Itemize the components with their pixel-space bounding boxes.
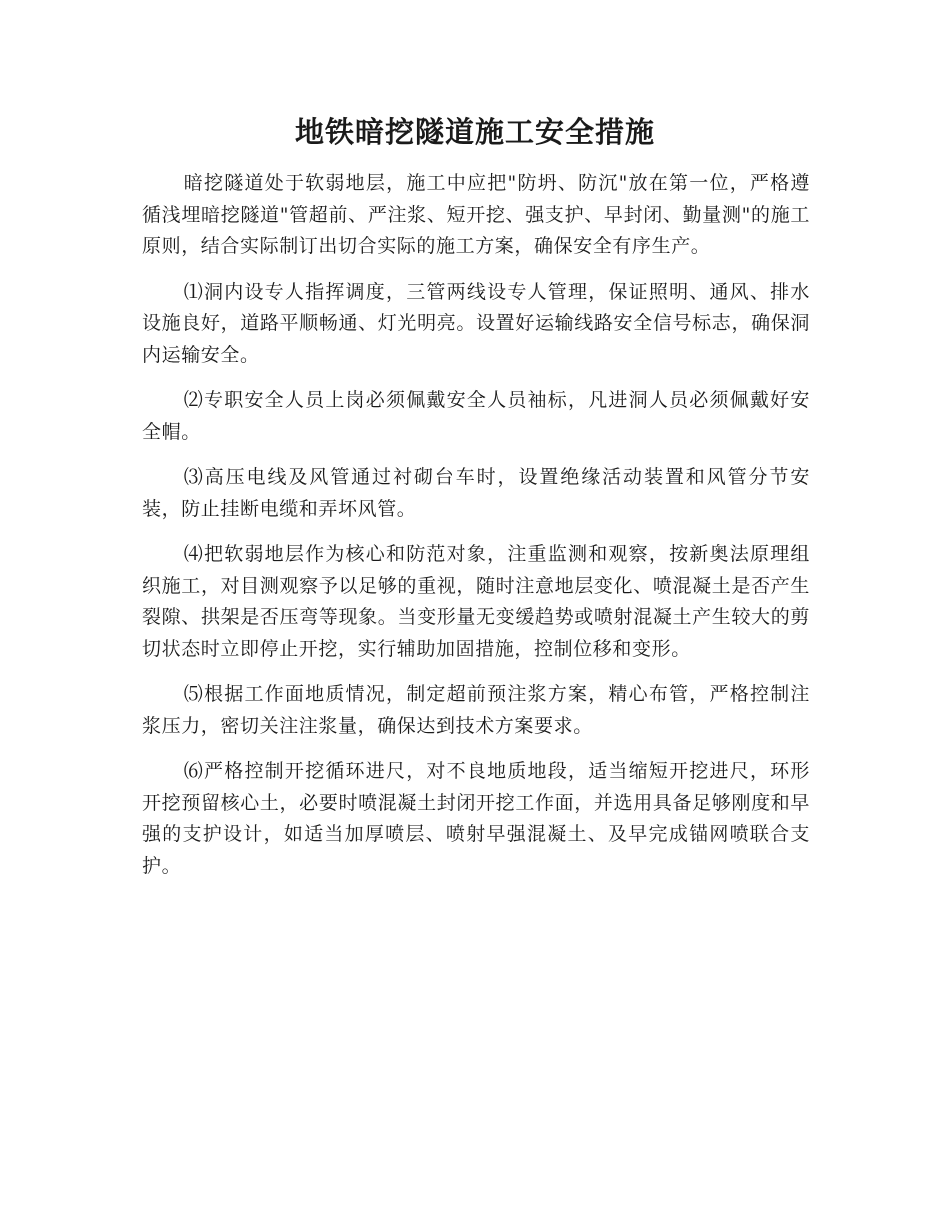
measure-6-paragraph: ⑹严格控制开挖循环进尺，对不良地质地段，适当缩短开挖进尺，环形开挖预留核心土，必要时喷混凝土封闭开挖工作面，并选用具备足够刚度和早强的支护设计，如适当加厚喷层、喷射早强混凝土、及早完成锚网喷联合支护。 (142, 760, 810, 877)
measure-1-paragraph: ⑴洞内设专人指挥调度，三管两线设专人管理，保证照明、通风、排水设施良好，道路平顺畅通、灯光明亮。设置好运输线路安全信号标志，确保洞内运输安全。 (142, 280, 810, 366)
document-body (142, 168, 810, 896)
measure-5-paragraph: ⑸根据工作面地质情况，制定超前预注浆方案，精心布管，严格控制注浆压力，密切关注注浆量，确保达到技术方案要求。 (142, 683, 810, 737)
measure-3-paragraph: ⑶高压电线及风管通过衬砌台车时，设置绝缘活动装置和风管分节安装，防止挂断电缆和弄坏风管。 (142, 466, 810, 520)
measure-4-paragraph: ⑷把软弱地层作为核心和防范对象，注重监测和观察，按新奥法原理组织施工，对目测观察予以足够的重视，随时注意地层变化、喷混凝土是否产生裂隙、拱架是否压弯等现象。当变形量无变缓趋势或喷射混凝土产生较大的剪切状态时立即停止开挖，实行辅助加固措施，控制位移和变形。 (142, 543, 810, 660)
page-title: 地铁暗挖隧道施工安全措施 (294, 115, 655, 149)
measure-2-paragraph: ⑵专职安全人员上岗必须佩戴安全人员袖标，凡进洞人员必须佩戴好安全帽。 (142, 389, 810, 443)
intro-paragraph: 暗挖隧道处于软弱地层，施工中应把"防坍、防沉"放在第一位，严格遵循浅埋暗挖隧道"管超前、严注浆、短开挖、强支护、早封闭、勤量测"的施工原则，结合实际制订出切合实际的施工方案，确保安全有序生产。 (142, 172, 810, 257)
